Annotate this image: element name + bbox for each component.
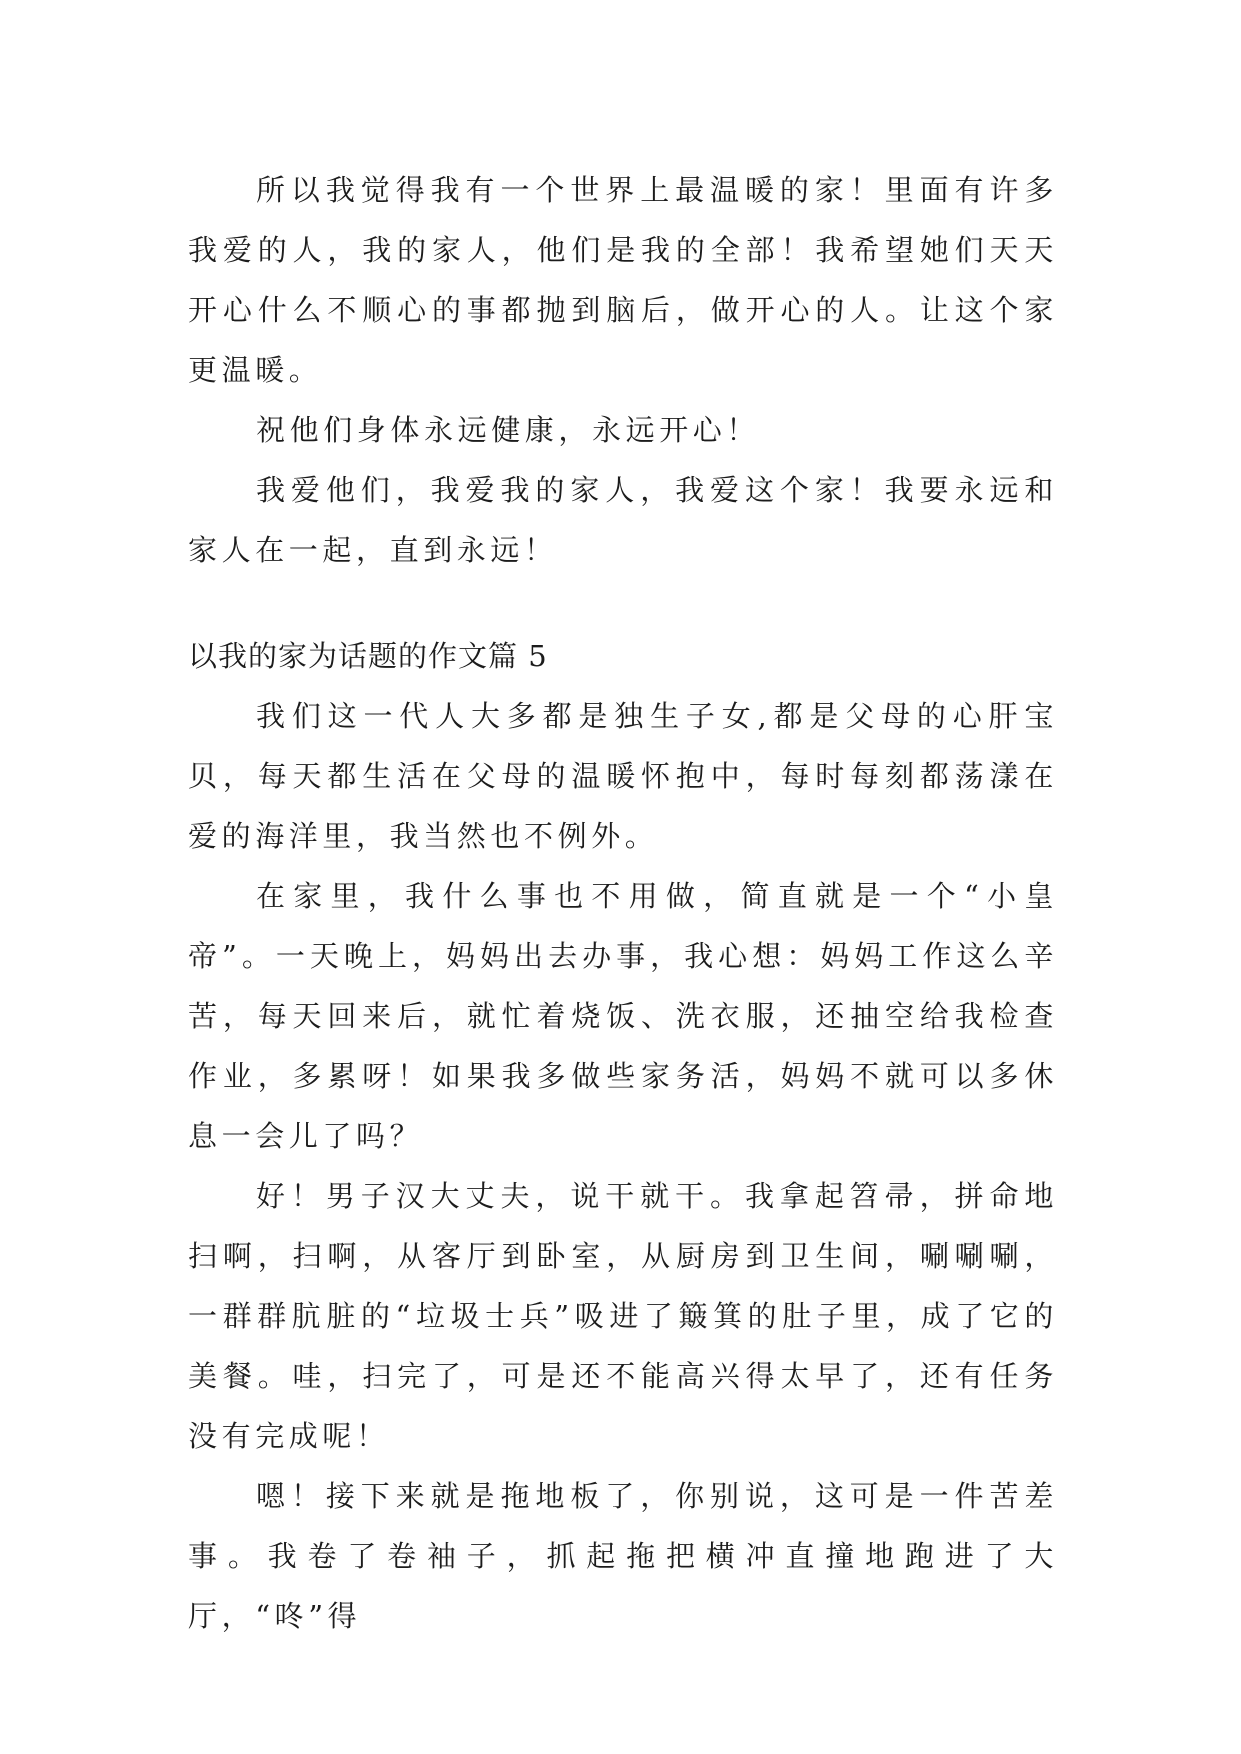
section-gap [188, 580, 1058, 626]
paragraph: 好！男子汉大丈夫，说干就干。我拿起笤帚，拼命地扫啊，扫啊，从客厅到卧室，从厨房到卫生间，唰唰唰，一群群肮脏的“垃圾士兵”吸进了簸箕的肚子里，成了它的美餐。哇，扫完了，可是还不能高兴得太早了，还有任务没有完成呢！ [188, 1179, 1058, 1453]
section-heading: 以我的家为话题的作文篇 5 [188, 639, 548, 673]
paragraph: 嗯！接下来就是拖地板了，你别说，这可是一件苦差事。我卷了卷袖子，抓起拖把横冲直撞地跑进了大厅，“咚”得 [188, 1479, 1058, 1633]
paragraph: 所以我觉得我有一个世界上最温暖的家！里面有许多我爱的人，我的家人，他们是我的全部！我希望她们天天开心什么不顺心的事都抛到脑后，做开心的人。让这个家更温暖。 [188, 173, 1058, 387]
paragraph: 祝他们身体永远健康，永远开心！ [256, 413, 761, 447]
paragraph: 我们这一代人大多都是独生子女,都是父母的心肝宝贝，每天都生活在父母的温暖怀抱中，每时每刻都荡漾在爱的海洋里，我当然也不例外。 [188, 699, 1058, 853]
paragraph: 我爱他们，我爱我的家人，我爱这个家！我要永远和家人在一起，直到永远！ [188, 473, 1058, 567]
document-body [188, 160, 1058, 1646]
paragraph: 在家里，我什么事也不用做，简直就是一个“小皇帝”。一天晚上，妈妈出去办事，我心想：妈妈工作这么辛苦，每天回来后，就忙着烧饭、洗衣服，还抽空给我检查作业，多累呀！如果我多做些家务活，妈妈不就可以多休息一会儿了吗？ [188, 879, 1058, 1153]
